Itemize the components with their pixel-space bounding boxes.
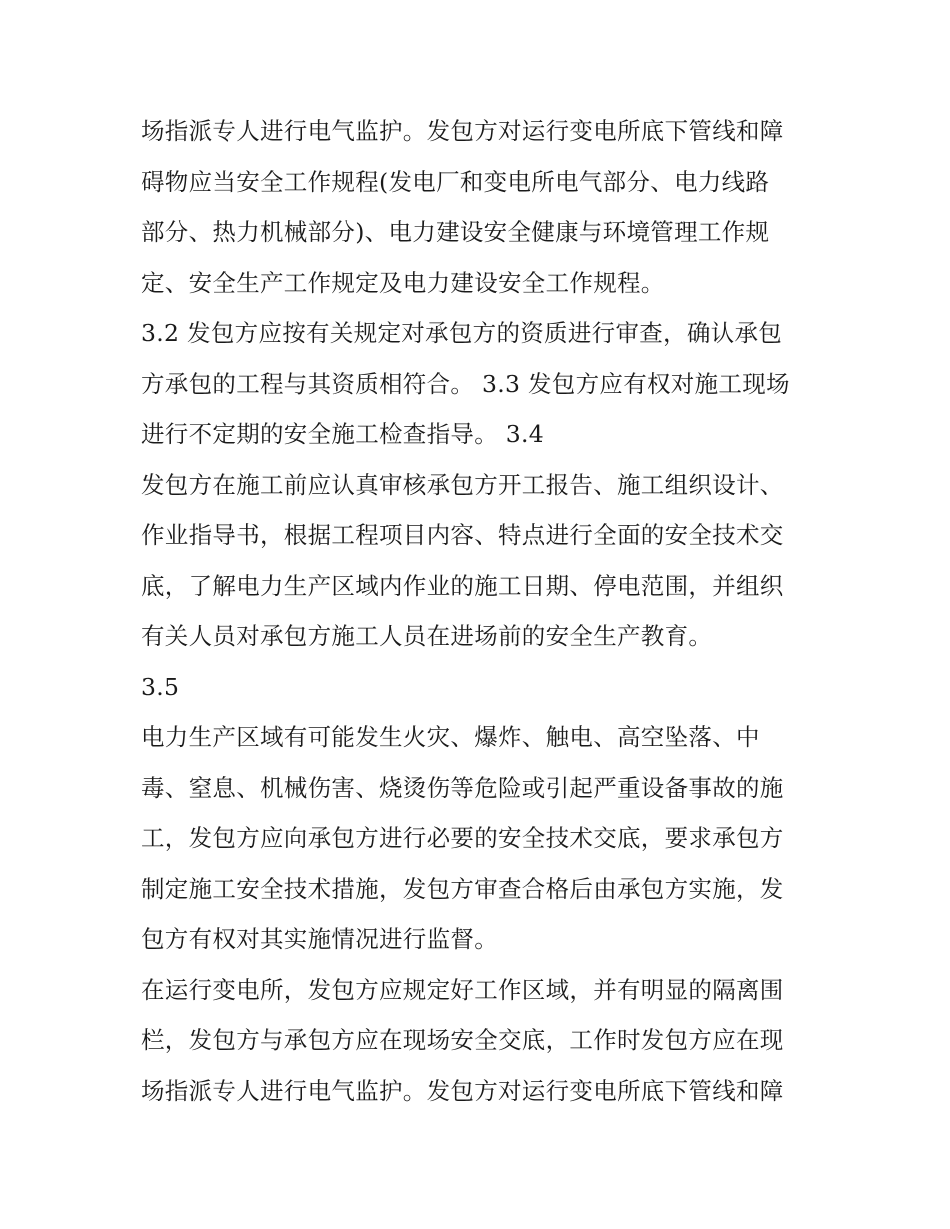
text-line: 方承包的工程与其资质相符合。 3.3 发包方应有权对施工现场: [141, 369, 790, 398]
text-line: 作业指导书，根据工程项目内容、特点进行全面的安全技术交: [141, 521, 784, 549]
body-text: [141, 106, 821, 1116]
text-line: 进行不定期的安全施工检查指导。 3.4: [141, 420, 545, 448]
text-line: 部分、热力机械部分)、电力建设安全健康与环境管理工作规: [141, 218, 770, 246]
text-line: 3.5: [141, 672, 180, 701]
text-line: 碍物应当安全工作规程(发电厂和变电所电气部分、电力线路: [141, 167, 770, 196]
text-line: 3.2 发包方应按有关规定对承包方的资质进行审查，确认承包: [141, 319, 783, 347]
text-line: 在运行变电所，发包方应规定好工作区域，并有明显的隔离围: [141, 975, 784, 1004]
text-line: 工，发包方应向承包方进行必要的安全技术交底，要求承包方: [141, 824, 784, 852]
text-line: 底，了解电力生产区域内作业的施工日期、停电范围，并组织: [141, 571, 784, 600]
text-line: 定、安全生产工作规定及电力建设安全工作规程。: [141, 268, 665, 297]
text-line: 包方有权对其实施情况进行监督。: [141, 925, 498, 953]
text-line: 有关人员对承包方施工人员在进场前的安全生产教育。: [141, 622, 713, 650]
text-line: 制定施工安全技术措施，发包方审查合格后由承包方实施，发: [141, 874, 784, 903]
text-line: 毒、窒息、机械伤害、烧烫伤等危险或引起严重设备事故的施: [141, 773, 784, 802]
text-line: 电力生产区域有可能发生火灾、爆炸、触电、高空坠落、中: [141, 723, 760, 751]
text-line: 栏，发包方与承包方应在现场安全交底，工作时发包方应在现: [141, 1026, 784, 1054]
text-line: 场指派专人进行电气监护。发包方对运行变电所底下管线和障: [141, 117, 784, 145]
text-line: 场指派专人进行电气监护。发包方对运行变电所底下管线和障: [141, 1076, 784, 1105]
text-line: 发包方在施工前应认真审核承包方开工报告、施工组织设计、: [141, 470, 784, 499]
